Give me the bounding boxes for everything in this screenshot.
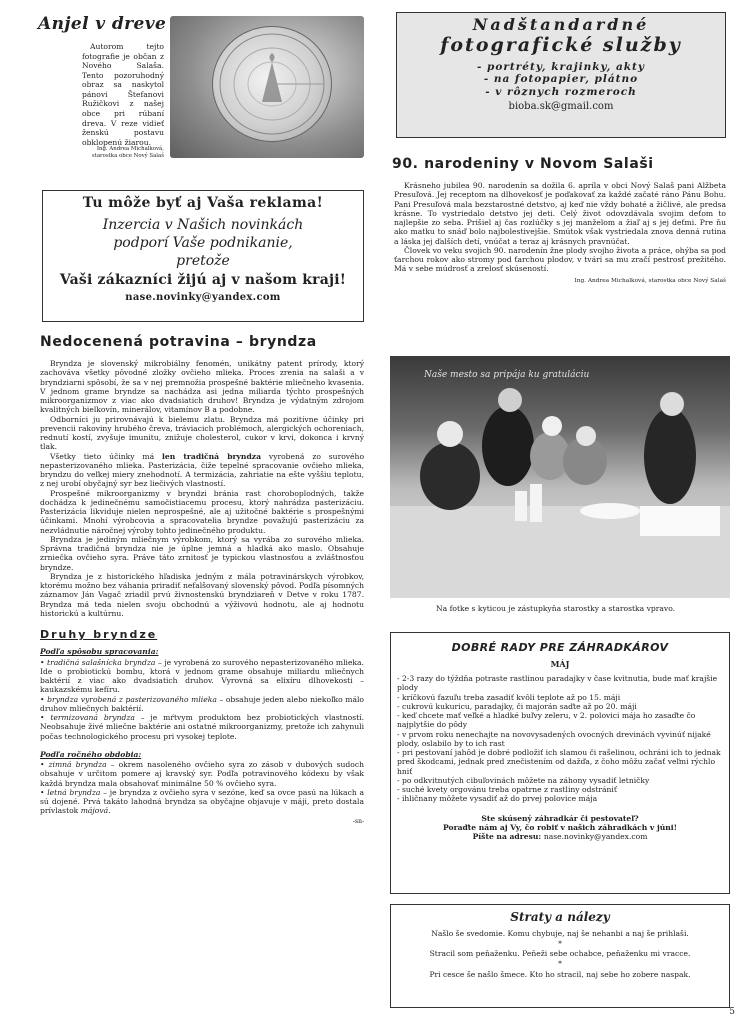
photo-overlay-text: Naše mesto sa pripája ku gratuláciu	[424, 370, 590, 380]
ad-line4: Vaši zákazníci žijú aj v našom kraji!	[59, 272, 347, 289]
list-item: - kríčkovú fazuľu treba zasadiť kvôli teplote až po 15. máji	[397, 692, 621, 702]
angel-photo	[170, 16, 364, 158]
photo-ad-line1: Nadštandardné	[472, 15, 650, 34]
list-item: - pri pestovaní jahôd je dobré podložiť ich slamou či rašelinou, ochráni ich to jednak pred škodcami, jednak pred znečistením od dažďa, z čoho môžu začať veľmi rýchlo hniť	[397, 748, 721, 776]
bryndza-p1: Bryndza je slovenský mikrobiálny fenomén, unikátny patent prírody, ktorý zachováva všetky pôvodné zložky ovčieho mlieka. Proces zrenia na salaši a v bryndziarni spôsobí, že sa v nej premnožia prospešné baktérie mliečneho kvasenia. V jednom grame bryndze sa nachádza asi jedna miliarda týchto prospešných mikroorganizmov z viac ako dvadsiatich druhov! Bryndza je výdatným zdrojom kvalitných bielkovín, minerálov, vitamínov B a podobne.	[40, 359, 364, 415]
angel-article	[34, 12, 364, 168]
garden-q3-label: Píšte na adresu:	[472, 832, 544, 842]
list-item: - cukrovú kukuricu, paradajky, či majorán saďte až po 20. máji	[397, 701, 637, 711]
separator-star: *	[558, 959, 562, 969]
bryndza-p3-a: Všetky tieto účinky má	[50, 451, 163, 461]
item-text: .	[108, 806, 111, 816]
bryndza-p3	[40, 452, 364, 489]
bryndza-p2: Odborníci ju prirovnávajú k bielemu zlatu. Bryndza má pozitívne účinky pri prevencii rakoviny hrubého čreva, tráviacich problémoch, alergických ochoreniach, rednutí kostí, zvyšuje imunitu, znižuje cholesterol, cukor v krvi, dokonca i krvný tlak.	[40, 414, 364, 452]
photo-ad-item: - na fotopapier, plátno	[483, 73, 639, 86]
birthday-p2: Človek vo veku svojich 90. narodenín žne plody svojho života a práce, ohýba sa pod ťarchou rokov ako stromy pod ťarchou plodov, v tvári sa mu zračí pestrosť prežitého. Má v sebe múdrosť a zrelosť skúseností.	[394, 245, 726, 274]
list-item: • termizovaná bryndza – je mŕtvym produktom bez probiotických vlastností. Neobsahuje živé mliečne baktérie ani ostatné mikroorganizmy, pretože ich zahynuli počas technologického procesu pri vysokej teplote.	[40, 713, 364, 741]
lost-item: Našlo še svedomie. Komu chybuje, naj še nehanbi a naj še prihlaši.	[431, 928, 689, 938]
advertising-box	[42, 190, 364, 322]
item-text: – je vyrobená zo surového nepasterizovaného mlieka. Ide o probiotickú bombu, ktorá v jednom grame obsahuje miliardu mliečnych baktérií z viac ako dvadsiatich druhov. Vyrovná sa elixíru dlhovekosti – kaukazskému kefíru.	[40, 657, 364, 695]
item-term: májová	[80, 806, 109, 816]
garden-email[interactable]: nase.novinky@yandex.com	[543, 832, 648, 842]
angel-signature	[54, 146, 164, 160]
photo-services-ad	[396, 12, 726, 138]
bryndza-signature: -sn-	[353, 817, 364, 825]
item-term: bryndza vyrobená z pasterizovaného mlieka	[47, 694, 217, 704]
angel-sign-name: Ing. Andrea Michalková,	[96, 146, 164, 152]
birthday-title: 90. narodeniny v Novom Salaši	[392, 156, 654, 172]
list-item: - po odkvitnutých cibuľovinách môžete na záhony vysadiť letničky	[397, 775, 650, 785]
angel-text: Autorom tejto fotografie je občan z Nového Salaša. Tento pozoruhodný obraz sa naskytol pánovi Štefanovi Ružičkovi z našej obce pri rúbaní dreva. V reze vidieť ženskú postavu obklopenú žiarou.	[82, 42, 164, 147]
photo-caption: Na fotke s kyticou je zástupkyňa starostky a starostka vpravo.	[436, 604, 676, 613]
item-text: – je bryndza z ovčieho syra v sezóne, keď sa ovce pasú na lúkach a sú dojené. Prvá takáto lahodná bryndza sa obyčajne objavuje v máji, preto dostala prívlastok	[40, 787, 364, 816]
garden-tips-box	[390, 632, 730, 894]
garden-list	[397, 674, 723, 804]
ad-line2: podporí Vaše podnikanie,	[113, 235, 293, 252]
bryndza-p5: Bryndza je jediným mliečnym výrobkom, ktorý sa vyrába zo surového mlieka. Správna tradičná bryndza nie je úplne jemná a hladká ako maslo. Obsahuje zrniečka ovčieho syra. Práve táto zrnitosť je typickou vlastnosťou a zvláštnosťou bryndze.	[40, 534, 364, 572]
page-number: 5	[729, 1007, 735, 1018]
list-item: - ihličnany môžete vysadiť až do prvej polovice mája	[397, 794, 598, 804]
birthday-article	[390, 156, 730, 285]
photo-ad-line2: fotografické služby	[440, 33, 682, 56]
garden-q2: Poraďte nám aj Vy, čo robiť v našich záhradkách v júni!	[443, 822, 677, 832]
angel-sign-role: starostka obce Nový Salaš	[91, 152, 164, 159]
ad-line3: pretože	[176, 253, 230, 270]
birthday-p1: Krásneho jubilea 90. narodenín sa dožila 6. apríla v obci Nový Salaš pani Alžbeta Presuľová. Jej receptom na dlhovekosť je poďakovať za každé začaté ráno Pánu Bohu. Pani Presuľová mala bezstarostné detstvo, aj keď nie vždy bohaté a žičlivé, ale predsa krásne. To vystriedalo detstvo jej deti. Celý život odovzdávala svojim deťom to najlepšie zo seba. Prišiel aj čas rozlúčky s jej manželom a žiaľ aj s jej deťmi. Pre ňu ako matku to snáď bolo najbolestivejšie. Smútok však vystriedala znova denná rutina a láska jej ďalších detí, vnúčat a teraz aj krásnych pravnúčat.	[394, 181, 726, 246]
item-term: termizovaná bryndza	[50, 713, 135, 723]
birthday-signature: Ing. Andrea Michalková, starostka obce Nový Salaš	[574, 277, 726, 284]
garden-q1: Ste skúsený záhradkár či pestovateľ?	[481, 813, 639, 823]
druhy-sub2: Podľa ročného obdobia:	[40, 749, 142, 759]
bryndza-p4: Prospešné mikroorganizmy v bryndzi bránia rast choroboplodných, takže dochádza k jedinečnému samočistiacemu procesu, ktorý nahrádza pasterizáciu. Pasterizácia likviduje nielen neprospešné, ale aj užitočné baktérie s prospešnými účinkami. Mnohí výrobcovia a spracovatelia bryndze považujú pasterizáciu za nezvládnutie náročnej výroby tohto jedinečného produktu.	[40, 488, 364, 535]
birthday-photo	[390, 356, 730, 598]
lost-found-box	[390, 904, 730, 1008]
bryndza-p3-bold: len tradičná bryndza	[162, 451, 261, 461]
druhy-list1	[40, 658, 364, 741]
lost-item: Pri cesce še našlo šmece. Kto ho stracil, naj sebe ho zobere naspak.	[429, 969, 691, 979]
list-item: • zimná bryndza – okrem nasoleného ovčieho syra zo zásob v dubových sudoch obsahuje v určitom pomere aj kravský syr. Podľa potravinového kódexu by však každá bryndza mala obsahovať minimálne 50 % ovčieho syra.	[40, 760, 364, 788]
item-text: – je mŕtvym produktom bez probiotických vlastností. Neobsahuje živé mliečne baktérie ani ostatné mikroorganizmy, pretože ich zahynuli počas technologického procesu pri vysokej teplote.	[40, 713, 364, 741]
separator-star: *	[558, 938, 562, 948]
photo-ad-item: - v rôznych rozmeroch	[485, 86, 637, 99]
garden-title: DOBRÉ RADY PRE ZÁHRADKÁROV	[451, 641, 669, 654]
celebration-scene-image	[390, 356, 730, 598]
item-text: – obsahuje jeden alebo niekoľko málo druhov mliečnych baktérií.	[40, 694, 364, 713]
item-term: tradičná salašnícka bryndza	[47, 657, 156, 667]
list-item: • letná bryndza – je bryndza z ovčieho syra v sezóne, keď sa ovce pasú na lúkach a sú dojené. Prvá takáto lahodná bryndza sa obyčajne objavuje v máji, preto dostala prívlastok májová.	[40, 787, 364, 816]
item-text: – okrem nasoleného ovčieho syra zo zásob v dubových sudoch obsahuje v určitom pomere aj kravský syr. Podľa potravinového kódexu by však každá bryndza mala obsahovať minimálne 50 % ovčieho syra.	[40, 760, 364, 788]
garden-month: MÁJ	[550, 659, 570, 670]
bryndza-article	[40, 334, 364, 825]
angel-title: Anjel v dreve	[38, 14, 167, 34]
female-figure-icon	[213, 27, 331, 141]
bryndza-p3-c: vyrobená zo surového nepasterizovaného mlieka. Pasterizácia, čiže tepelné spracovanie ovčieho mlieka, bryndzu do veľkej miery znehodnotí. A termizácia, zahriatie na ešte vyššiu teplotu, z nej urobí obyčajný syr bez liečivých vlastností.	[40, 451, 365, 489]
list-item: - keď chcete mať veľké a hladké buľvy zeleru, v 2. polovici mája ho zasaďte čo najplytšie do pôdy	[397, 711, 696, 730]
list-item: - 2-3 razy do týždňa potraste rastlinou paradajky v čase kvitnutia, bude mať krajšie plody	[397, 674, 718, 693]
item-term: zimná bryndza	[48, 760, 107, 770]
wood-slice-image	[212, 26, 332, 142]
photo-ad-email[interactable]: bioba.sk@gmail.com	[508, 101, 614, 113]
lost-item: Stracil som peňaženku. Peňeži sebe ochabce, peňaženku mi vracce.	[429, 949, 691, 959]
bryndza-p6: Bryndza je z historického hľadiska jedným z mála potravinárskych výrobkov, ktorému možno bez váhania priradiť nefalšovaný slovenský pôvod. Podľa písomných záznamov Ján Vagač zriadil prvú živnostenskú bryndziareň v Detve v roku 1787. Bryndza má teda nielen svoju obchodnú a výživovú hodnotu, ale aj hodnotu historickú a kultúrnu.	[40, 571, 364, 618]
item-term: letná bryndza	[47, 787, 101, 797]
druhy-sub1: Podľa spôsobu spracovania:	[40, 647, 159, 657]
photo-ad-item: - portréty, krajinky, akty	[477, 60, 645, 73]
druhy-list2	[40, 760, 364, 816]
garden-q3	[397, 832, 723, 841]
list-item: • bryndza vyrobená z pasterizovaného mlieka – obsahuje jeden alebo niekoľko málo druhov mliečnych baktérií.	[40, 694, 364, 713]
list-item: - suché kvety orgovánu treba opatrne z rastliny odstrániť	[397, 785, 617, 795]
ad-title: Tu môže byť aj Vaša reklama!	[82, 195, 324, 211]
list-item: - v prvom roku nenechajte na novovysadených ovocných drevinách vyvinúť nijaké plody, oslabilo by to ich rast	[397, 729, 711, 748]
lost-title: Straty a nálezy	[510, 910, 610, 924]
druhy-title: Druhy bryndze	[40, 628, 158, 642]
list-item: • tradičná salašnícka bryndza – je vyrobená zo surového nepasterizovaného mlieka. Ide o probiotickú bombu, ktorá v jednom grame obsahuje miliardu mliečnych baktérií z viac ako dvadsiatich druhov. Vyrovná sa elixíru dlhovekosti – kaukazskému kefíru.	[40, 657, 364, 695]
ad-email[interactable]: nase.novinky@yandex.com	[125, 292, 281, 304]
ad-line1: Inzercia v Našich novinkách	[102, 217, 304, 234]
bryndza-title: Nedocenená potravina – bryndza	[40, 334, 317, 350]
